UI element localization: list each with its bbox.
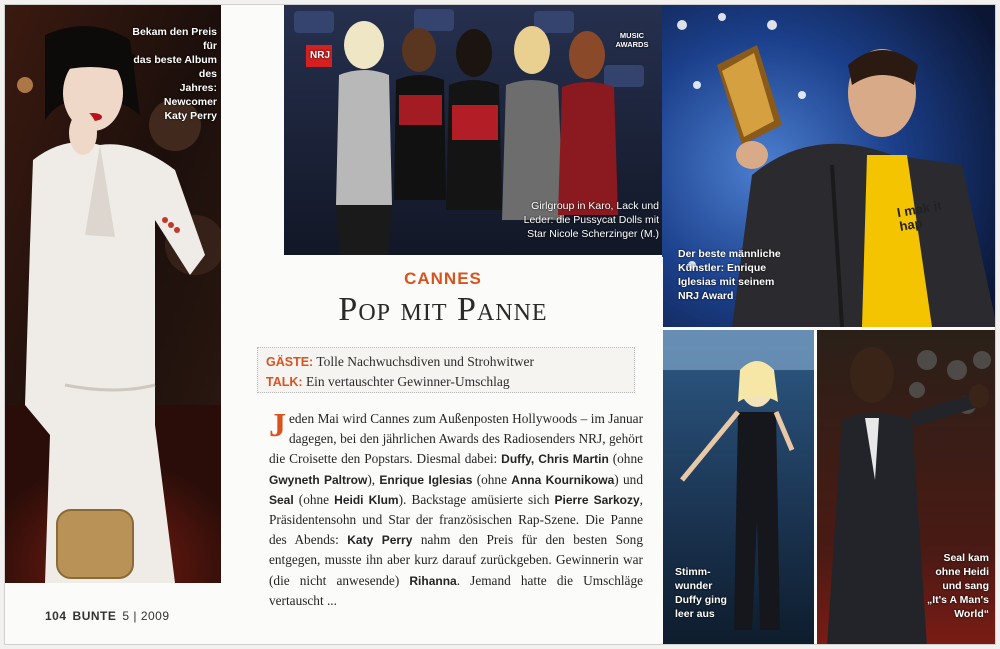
- logo-nrj-text: NRJ: [310, 50, 331, 61]
- body-text-segment: , Präsidentensohn und Star der französischen Rap-Szene. Die Panne des Abends:: [269, 491, 643, 548]
- page-number: 104: [45, 609, 67, 623]
- magazine-brand: BUNTE: [72, 609, 117, 623]
- drop-cap: J: [269, 407, 286, 444]
- caption-seal: Seal kam ohne Heidi und sang „It's A Man's World“: [927, 552, 989, 620]
- person-name: Heidi Klum: [334, 492, 399, 507]
- body-text-segment: . Jemand hatte die Umschläge vertauscht ...: [269, 572, 643, 608]
- body-text-segment: ),: [367, 471, 380, 487]
- caption-duffy: Stimm- wunder Duffy ging leer aus: [675, 566, 727, 620]
- shirt-text: I mak it hap: [895, 197, 943, 234]
- person-name: Anna Kournikowa: [511, 472, 615, 487]
- body-text-segment: (ohne: [472, 471, 512, 487]
- article-body: [269, 409, 643, 611]
- body-text-segment: (ohne: [608, 451, 643, 467]
- article: [223, 257, 663, 645]
- person-name: Katy Perry: [347, 533, 413, 548]
- info-box: [257, 347, 635, 393]
- magazine-page: [4, 4, 996, 645]
- info-row-guests: [266, 352, 626, 372]
- info-row-talk: [266, 372, 626, 392]
- caption-katy-perry: Bekam den Preis für das beste Album des Jahres: Newcomer Katy Perry: [132, 26, 217, 122]
- article-headline: Pop mit Panne: [338, 291, 548, 328]
- body-text-segment: ). Backstage amüsierte sich: [398, 491, 555, 507]
- caption-pussycat-dolls: Girlgroup in Karo, Lack und Leder: die Pussycat Dolls mit Star Nicole Scherzinger (M.): [523, 200, 659, 240]
- person-name: Enrique Iglesias: [379, 472, 473, 487]
- body-text-segment: nahm den Preis für den besten Song entgegen, musste ihn aber kurz darauf zurückgeben. Gewinnerin war (die nicht anwesende): [269, 532, 643, 588]
- page-footer: [45, 609, 170, 623]
- article-kicker: CANNES: [404, 269, 482, 288]
- body-text-segment: eden Mai wird Cannes zum Außenposten Hollywoods – im Januar dagegen, bei den jährlichen Awards des Radiosenders NRJ, gehört die Croisette den Popstars. Diesmal dabei:: [269, 411, 643, 467]
- info-label: GÄSTE:: [266, 355, 314, 369]
- caption-enrique-iglesias: Der beste männliche Künstler: Enrique Iglesias mit seinem NRJ Award: [678, 248, 781, 302]
- issue-number: 5 | 2009: [122, 609, 170, 623]
- info-text: Tolle Nachwuchsdiven und Strohwitwer: [316, 354, 535, 369]
- person-name: Duffy, Chris Martin: [501, 452, 609, 467]
- person-name: Pierre Sarkozy: [554, 492, 640, 507]
- person-name: Seal: [269, 492, 294, 507]
- logo-music-awards-text: MUSIC AWARDS: [615, 31, 649, 49]
- person-name: Rihanna: [409, 573, 457, 588]
- person-name: Gwyneth Paltrow: [269, 472, 368, 487]
- info-text: Ein vertauschter Gewinner-Umschlag: [305, 374, 510, 389]
- info-label: TALK:: [266, 375, 303, 389]
- body-text-segment: (ohne: [293, 491, 335, 507]
- body-text-segment: ) und: [614, 471, 643, 487]
